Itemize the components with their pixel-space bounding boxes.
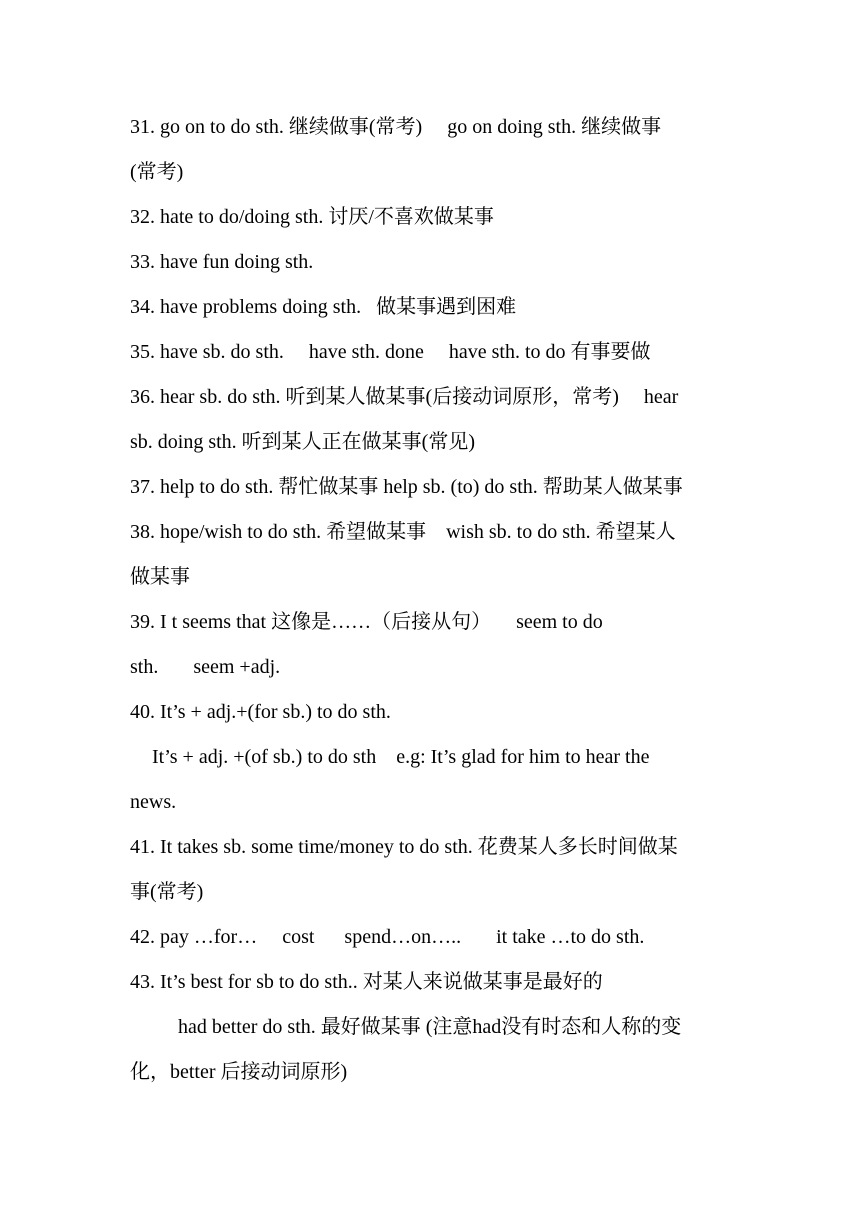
text-line: news. xyxy=(130,791,177,813)
text-line: 38. hope/wish to do sth. 希望做某事 wish sb. to do sth. 希望某人 xyxy=(130,521,676,543)
text-line: 35. have sb. do sth. have sth. done have sth. to do 有事要做 xyxy=(130,341,651,363)
text-line: 化，better 后接动词原形) xyxy=(130,1061,348,1083)
text-line: 41. It takes sb. some time/money to do sth. 花费某人多长时间做某 xyxy=(130,836,678,858)
text-line: 40. It’s + adj.+(for sb.) to do sth. xyxy=(130,701,391,723)
text-line: 做某事 xyxy=(130,566,190,588)
text-line: 39. I t seems that 这像是……（后接从句） seem to do xyxy=(130,611,603,633)
text-line: sth. seem +adj. xyxy=(130,656,281,678)
text-line: 34. have problems doing sth. 做某事遇到困难 xyxy=(130,296,517,318)
text-line: 37. help to do sth. 帮忙做某事 help sb. (to) do sth. 帮助某人做某事 xyxy=(130,476,683,498)
text-line: 42. pay …for… cost spend…on….. it take …to do sth. xyxy=(130,926,645,948)
text-line: 31. go on to do sth. 继续做事(常考) go on doing sth. 继续做事 xyxy=(130,116,662,138)
text-line: 32. hate to do/doing sth. 讨厌/不喜欢做某事 xyxy=(130,206,494,228)
text-line: (常考) xyxy=(130,161,184,183)
text-line: 事(常考) xyxy=(130,881,204,903)
text-line: It’s + adj. +(of sb.) to do sth e.g: It’s glad for him to hear the xyxy=(152,746,650,768)
text-line: 43. It’s best for sb to do sth.. 对某人来说做某事是最好的 xyxy=(130,971,603,993)
text-line: had better do sth. 最好做某事 (注意had没有时态和人称的变 xyxy=(178,1016,682,1038)
text-line: 33. have fun doing sth. xyxy=(130,251,314,273)
text-line: sb. doing sth. 听到某人正在做某事(常见) xyxy=(130,431,475,453)
text-line: 36. hear sb. do sth. 听到某人做某事(后接动词原形，常考) hear xyxy=(130,386,679,408)
